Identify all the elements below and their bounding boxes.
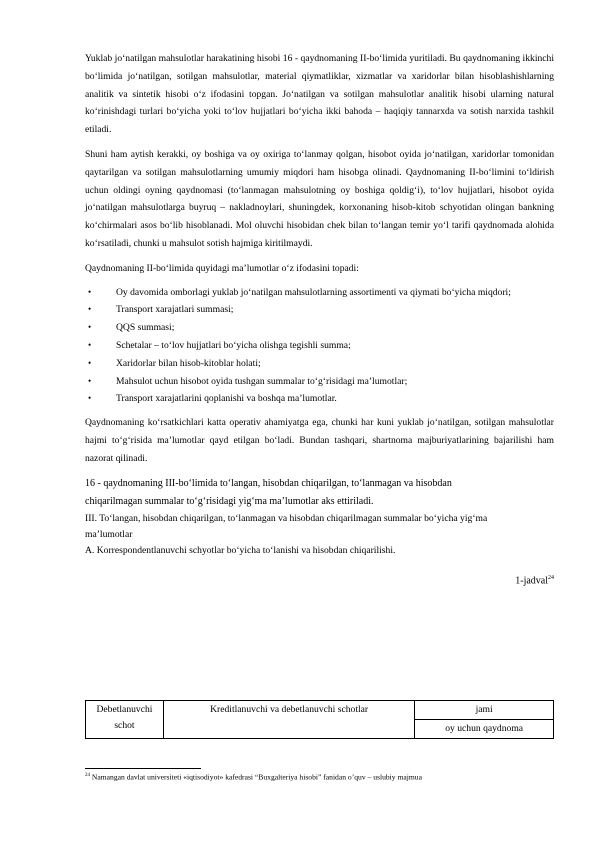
ledger-table	[85, 700, 554, 739]
footnote-ref: 24	[548, 574, 554, 581]
bullet-icon: •	[88, 304, 92, 315]
footnote	[85, 770, 422, 784]
bullet-icon: •	[88, 339, 92, 350]
paragraph-4: Qaydnomaning ko‘rsatkichlari katta operativ ahamiyatga ega, chunki har kuni yuklab jo‘natilgan, sotilgan mahsulotlar hajmi to‘g‘risida ma’lumotlar qayd etilgan bo‘ladi. Bundan tashqari, shartnoma majburiyatlarining bajarilishi ham nazorat qilinadi.	[85, 417, 554, 464]
list-item: • Schetalar – to‘lov hujjatlari bo‘yicha olishga tegishli summa;	[85, 337, 554, 355]
footnote-divider	[85, 768, 201, 769]
paragraph-5-line-2: chiqarilmagan summalar to‘g‘risidagi yig‘ma ma’lumotlar aks ettiriladi.	[85, 495, 374, 507]
paragraph-5	[85, 475, 554, 511]
section-heading	[85, 511, 554, 543]
subsection-heading: A. Korrespondentlanuvchi schyotlar bo‘yicha to‘lanishi va hisobdan chiqarilishi.	[85, 544, 396, 556]
list-item: • Transport xarajatlarini qoplanishi va boshqa ma’lumotlar.	[85, 390, 554, 408]
header-monthly-statement: oy uchun qaydnoma	[415, 720, 554, 739]
list-item: • QQS summasi;	[85, 319, 554, 337]
bullet-icon: •	[88, 375, 92, 386]
table-caption-label: 1-jadval	[515, 574, 548, 586]
paragraph-1: Yuklab jo‘natilgan mahsulotlar harakatining hisobi 16 - qaydnomaning II-bo‘limida yuritiladi. Bu qaydnomaning ikkinchi bo‘limida jo‘natilgan, sotilgan mahsulotlar, material qiymatliklar, xizmatlar va xaridorlar bilan hisoblashishlarning analitik va sintetik hisobi o‘z ifodasini topgan. Jo‘natilgan va sotilgan mahsulotlar analitik hisobi ularning natural ko‘rinishdagi turlari bo‘yicha yoki to‘lov hujjatlari bo‘yicha ikki bahoda – haqiqiy tannarxda va sotish narxida tashkil etiladi.	[85, 53, 554, 136]
list-item: • Xaridorlar bilan hisob-kitoblar holati;	[85, 355, 554, 373]
document-page	[85, 50, 554, 590]
bullet-icon: •	[88, 322, 92, 333]
bullet-list	[85, 284, 554, 409]
table-caption	[85, 569, 554, 590]
bullet-icon: •	[88, 286, 92, 297]
paragraph-3: Qaydnomaning II-bo‘limida quyidagi ma’lumotlar o‘z ifodasini topadi:	[85, 262, 359, 274]
list-item: • Oy davomida omborlagi yuklab jo‘natilgan mahsulotlarning assortimenti va qiymati bo‘yicha miqdori;	[85, 284, 554, 302]
header-debit-account: Debetlanuvchi schot	[86, 701, 164, 739]
bullet-icon: •	[88, 357, 92, 368]
header-total: jami	[415, 701, 554, 720]
section-heading-line-1: III. To‘langan, hisobdan chiqarilgan, to‘lanmagan va hisobdan chiqarilmagan summalar bo‘yicha yig‘ma	[85, 512, 488, 524]
list-item: • Mahsulot uchun hisobot oyida tushgan summalar to‘g‘risidagi ma’lumotlar;	[85, 373, 554, 391]
paragraph-5-line-1: 16 - qaydnomaning III-bo‘limida to‘langan, hisobdan chiqarilgan, to‘lanmagan va hisobdan	[85, 477, 452, 489]
list-item: • Transport xarajatlari summasi;	[85, 301, 554, 319]
header-credit-debit-accounts: Kreditlanuvchi va debetlanuvchi schotlar	[163, 701, 414, 739]
paragraph-2: Shuni ham aytish kerakki, oy boshiga va oy oxiriga to‘lanmay qolgan, hisobot oyida jo‘natilgan, xaridorlar tomonidan qaytarilgan va sotilgan mahsulotlarning umumiy miqdori ham hisobga olinadi. Qaydnomaning II-bo‘limini to‘ldirish uchun oldingi oyning qaydnomasi (to‘lanmagan mahsulotning oy boshiga qoldig‘i), to‘lov hujjatlari, hisobot oyida jo‘natilgan mahsulotlarga buyruq – nakladnoylari, shuningdek, korxonaning hisob-kitob schyotidan olingan bankning ko‘chirmalari asos bo‘lib hisoblanadi. Mol oluvchi hisobidan chek bilan to‘langan temir yo‘l tarifi qaydnomada alohida ko‘rsatiladi, chunki u mahsulot sotish hajmiga kiritilmaydi.	[85, 148, 554, 249]
footnote-number: 24	[85, 773, 90, 778]
bullet-icon: •	[88, 393, 92, 404]
footnote-text: Namangan davlat universiteti «iqtisodiyot» kafedrasi “Buxgalteriya hisobi” fanidan o’quv – uslubiy majmua	[91, 772, 422, 782]
section-heading-line-2: ma’lumotlar	[85, 528, 133, 540]
